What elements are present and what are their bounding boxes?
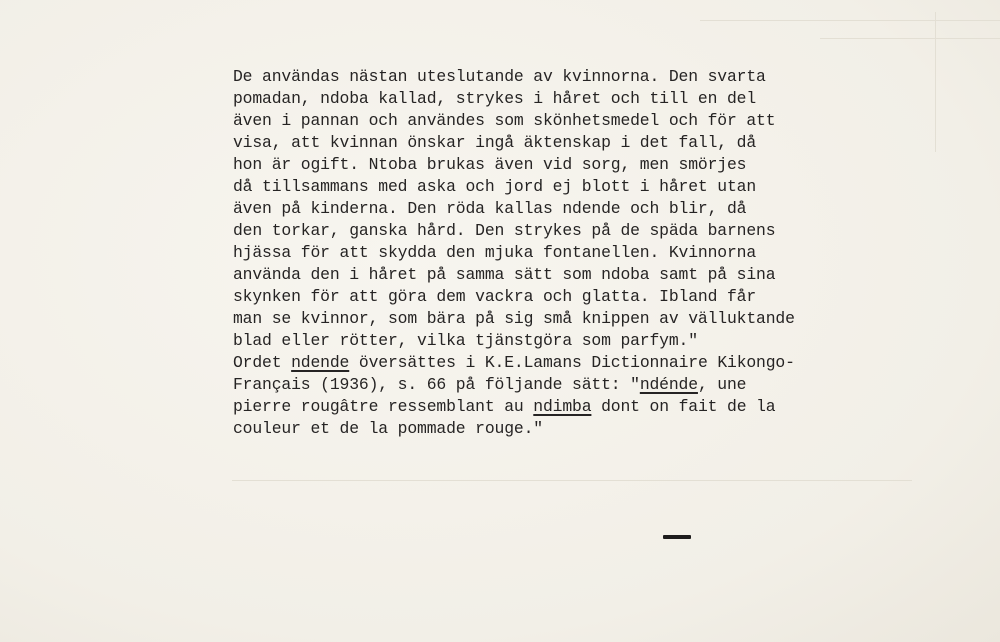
text-line xyxy=(233,286,913,308)
show-through-rule xyxy=(820,38,1000,39)
text-run: visa, att kvinnan önskar ingå äktenskap i det fall, då xyxy=(233,133,757,152)
text-run: hjässa för att skydda den mjuka fontanellen. Kvinnorna xyxy=(233,243,757,262)
text-line xyxy=(233,242,913,264)
text-run: hon är ogift. Ntoba brukas även vid sorg, men smörjes xyxy=(233,155,747,174)
text-run: använda den i håret på samma sätt som ndoba samt på sina xyxy=(233,265,776,284)
text-run: couleur et de la pommade rouge." xyxy=(233,419,543,438)
text-line xyxy=(233,88,913,110)
text-line xyxy=(233,66,913,88)
text-line xyxy=(233,352,913,374)
text-line xyxy=(233,176,913,198)
text-run: pomadan, ndoba kallad, strykes i håret och till en del xyxy=(233,89,757,108)
text-line xyxy=(233,132,913,154)
text-run: även i pannan och användes som skönhetsmedel och för att xyxy=(233,111,776,130)
show-through-rule xyxy=(700,20,1000,21)
text-run: dont on fait de la xyxy=(591,397,776,416)
text-run: De användas nästan uteslutande av kvinnorna. Den svarta xyxy=(233,67,766,86)
text-run: då tillsammans med aska och jord ej blott i håret utan xyxy=(233,177,757,196)
underlined-term: ndende xyxy=(291,353,350,372)
text-line xyxy=(233,330,913,352)
text-line xyxy=(233,264,913,286)
text-run: den torkar, ganska hård. Den strykes på de späda barnens xyxy=(233,221,776,240)
text-run: , une xyxy=(697,375,747,394)
underlined-term: ndénde xyxy=(639,375,698,394)
text-line xyxy=(233,418,913,440)
text-run: skynken för att göra dem vackra och glatta. Ibland får xyxy=(233,287,757,306)
text-run: översättes i K.E.Lamans Dictionnaire Kikongo- xyxy=(349,353,795,372)
text-run: blad eller rötter, vilka tjänstgöra som parfym." xyxy=(233,331,698,350)
show-through-rule xyxy=(935,12,936,152)
text-line xyxy=(233,220,913,242)
typed-text-block xyxy=(233,66,913,440)
text-line xyxy=(233,110,913,132)
text-line xyxy=(233,154,913,176)
underlined-term: ndimba xyxy=(533,397,592,416)
text-line xyxy=(233,308,913,330)
show-through-rule xyxy=(232,480,912,481)
text-line xyxy=(233,374,913,396)
text-line xyxy=(233,198,913,220)
text-run: även på kinderna. Den röda kallas ndende och blir, då xyxy=(233,199,747,218)
text-line xyxy=(233,396,913,418)
end-dash xyxy=(663,535,691,539)
text-run: pierre rougâtre ressemblant au xyxy=(233,397,534,416)
text-run: Ordet xyxy=(233,353,292,372)
text-run: Français (1936), s. 66 på följande sätt: " xyxy=(233,375,640,394)
text-run: man se kvinnor, som bära på sig små knippen av välluktande xyxy=(233,309,795,328)
